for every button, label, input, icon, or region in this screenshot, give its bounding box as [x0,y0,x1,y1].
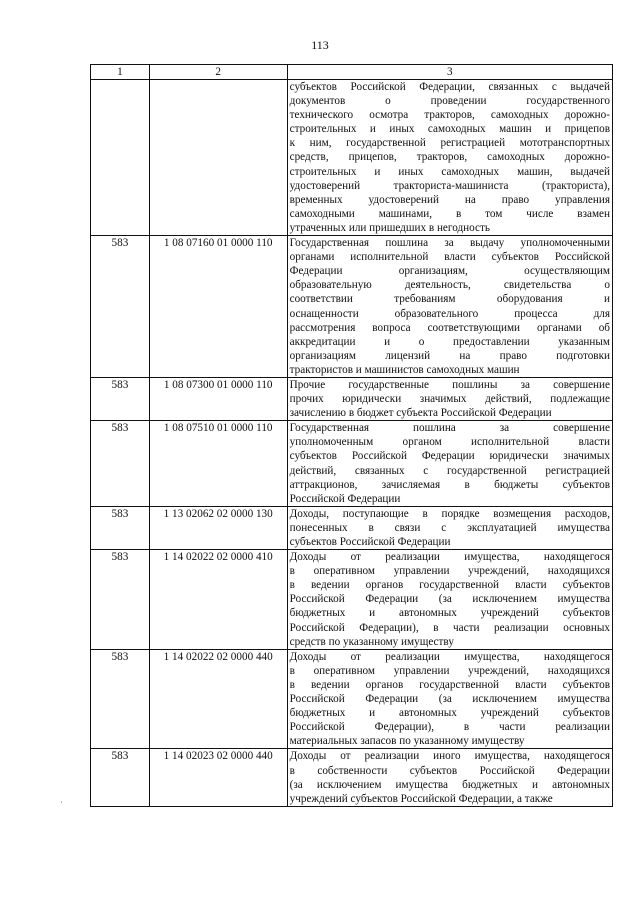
budget-classification-code-cell: 1 14 02022 02 0000 440 [149,649,287,749]
description-line: аттракционов, зачисляемая в бюджеты субъектов [289,478,610,491]
description-line: образовательную деятельность, свидетельства о [289,279,610,292]
description-line: учреждений субъектов Российской Федерации, а также [289,792,553,805]
description-line: материальных запасов по указанному имуществу [289,735,525,748]
table-header-row [91,65,613,80]
description-line: Доходы от реализации иного имущества, находящегося [289,750,610,763]
description-line: аккредитации и о предоставлении указанным [289,335,610,348]
column-header-2: 2 [149,65,287,80]
budget-classification-code-cell: 1 14 02022 02 0000 410 [149,550,287,650]
admin-code-cell [91,80,150,236]
table-row [91,506,613,549]
scan-artifact: · [60,798,63,807]
description-line: технического осмотра тракторов, самоходных дорожно- [289,109,610,122]
description-line: временных удостоверений на право управления [289,193,610,206]
description-line: субъектов Российской Федерации юридически значимых [289,450,610,463]
description-line: Российской Федерации), в части реализации основных [289,621,610,634]
description-line: Федерации организациям, осуществляющим [289,265,610,278]
description-line: удостоверений тракториста-машиниста (тракториста), [289,179,610,192]
description-line: Государственная пошлина за выдачу уполномоченными [289,237,610,250]
description-line: в оперативном управлении учреждений, находящихся [289,565,610,578]
budget-classification-code-cell [149,80,287,236]
revenue-description-cell [287,80,612,236]
description-line: средств по указанному имуществу [289,635,454,648]
revenue-description-cell [287,236,612,378]
table-row [91,421,613,507]
description-line: оснащенности образовательного процесса для [289,307,610,320]
admin-code-cell: 583 [91,421,150,507]
description-line: рассмотрения вопроса соответствующими органами об [289,321,610,334]
admin-code-cell: 583 [91,236,150,378]
description-line: субъектов Российской Федерации, связанных с выдачей [289,81,610,93]
description-line: (за исключением имущества бюджетных и автономных [289,778,610,791]
revenue-description-cell [287,506,612,549]
table-row [91,80,613,236]
page-number: 113 [311,38,329,52]
description-line: к ним, государственной регистрацией мототранспортных [289,137,610,150]
description-line: прочих юридически значимых действий, подлежащие [289,393,610,406]
description-line: документов о проведении государственного [289,95,610,108]
description-line: бюджетных и автономных учреждений субъектов [289,707,610,720]
revenue-description-cell [287,749,612,806]
description-line: Российской Федерации (за исключением имущества [289,593,610,606]
description-line: в ведении органов государственной власти субъектов [289,678,610,691]
description-line: Российской Федерации [289,492,401,505]
description-line: субъектов Российской Федерации [289,536,451,548]
description-line: в ведении органов государственной власти субъектов [289,579,610,592]
table-row [91,550,613,650]
admin-code-cell: 583 [91,377,150,420]
budget-classification-code-cell: 1 14 02023 02 0000 440 [149,749,287,806]
description-line: Государственная пошлина за совершение [289,422,610,435]
description-line: Прочие государственные пошлины за совершение [289,378,610,391]
description-line: соответствии требованиям оборудования и [289,293,610,306]
budget-classification-code-cell: 1 08 07510 01 0000 110 [149,421,287,507]
table-row [91,649,613,749]
admin-code-cell: 583 [91,749,150,806]
description-line: организациям лицензий на право подготовки [289,349,610,362]
description-line: Доходы от реализации имущества, находящегося [289,650,610,663]
budget-classification-code-cell: 1 08 07160 01 0000 110 [149,236,287,378]
table-row [91,377,613,420]
column-header-1: 1 [91,65,150,80]
description-line: Российской Федерации), в части реализации [289,721,610,734]
revenue-description-cell [287,550,612,650]
description-line: в собственности субъектов Российской Федерации [289,764,610,777]
description-line: понесенных в связи с эксплуатацией имущества [289,521,610,534]
description-line: органами исполнительной власти субъектов Российской [289,251,610,264]
admin-code-cell: 583 [91,550,150,650]
description-line: самоходными машинами, в том числе взамен [289,207,610,220]
description-line: уполномоченным органом исполнительной власти [289,436,610,449]
revenue-description-cell [287,377,612,420]
description-line: утраченных или пришедших в негодность [289,221,490,234]
revenue-description-cell [287,649,612,749]
table-row [91,749,613,806]
revenue-codes-table [90,64,613,807]
description-line: Российской Федерации (за исключением имущества [289,693,610,706]
description-line: бюджетных и автономных учреждений субъектов [289,607,610,620]
admin-code-cell: 583 [91,506,150,549]
description-line: Доходы, поступающие в порядке возмещения расходов, [289,507,610,520]
description-line: зачислению в бюджет субъекта Российской Федерации [289,407,552,420]
description-line: действий, связанных с государственной регистрацией [289,464,610,477]
description-line: Доходы от реализации имущества, находящегося [289,551,610,564]
table-row [91,236,613,378]
table-body [91,80,613,807]
description-line: строительных и иных самоходных машин, выдачей [289,165,610,178]
budget-classification-code-cell: 1 13 02062 02 0000 130 [149,506,287,549]
admin-code-cell: 583 [91,649,150,749]
revenue-description-cell [287,421,612,507]
description-line: строительных и иных самоходных машин и прицепов [289,123,610,136]
description-line: средств, прицепов, тракторов, самоходных дорожно- [289,151,610,164]
budget-classification-code-cell: 1 08 07300 01 0000 110 [149,377,287,420]
description-line: трактористов и машинистов самоходных машин [289,363,520,376]
column-header-3: 3 [287,65,612,80]
description-line: в оперативном управлении учреждений, находящихся [289,664,610,677]
